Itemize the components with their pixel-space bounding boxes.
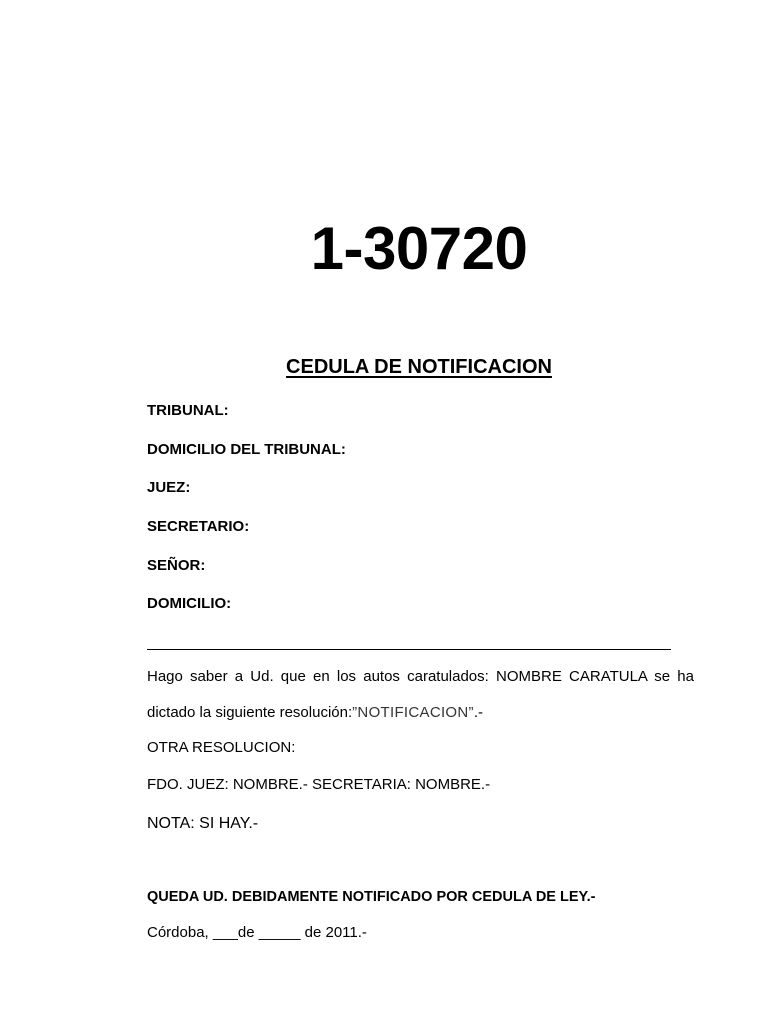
field-secretario: SECRETARIO: [147,518,250,535]
body-line-1: Hago saber a Ud. que en los autos caratulados: NOMBRE CARATULA se ha [147,668,694,685]
field-domicilio: DOMICILIO: [147,595,232,612]
body-line-2-prefix: dictado la siguiente resolución: [147,704,353,721]
field-tribunal: TRIBUNAL: [147,402,229,419]
otra-resolucion: OTRA RESOLUCION: [147,739,296,756]
body-line-2 [147,703,483,723]
nota-line: NOTA: SI HAY.- [147,815,259,832]
field-juez: JUEZ: [147,479,191,496]
separator-line [147,649,671,650]
place-date-line: Córdoba, ___de _____ de 2011.- [147,924,367,941]
field-domicilio-tribunal: DOMICILIO DEL TRIBUNAL: [147,441,346,458]
document-number: 1-30720 [310,215,528,282]
field-senor: SEÑOR: [147,557,206,574]
firma-line: FDO. JUEZ: NOMBRE.- SECRETARIA: NOMBRE.- [147,776,491,793]
closing-statement: QUEDA UD. DEBIDAMENTE NOTIFICADO POR CEDULA DE LEY.- [147,889,596,905]
body-line-2-suffix: .- [473,704,484,721]
resolution-quote: ”NOTIFICACION” [352,704,474,721]
document-title: CEDULA DE NOTIFICACION [286,356,552,378]
